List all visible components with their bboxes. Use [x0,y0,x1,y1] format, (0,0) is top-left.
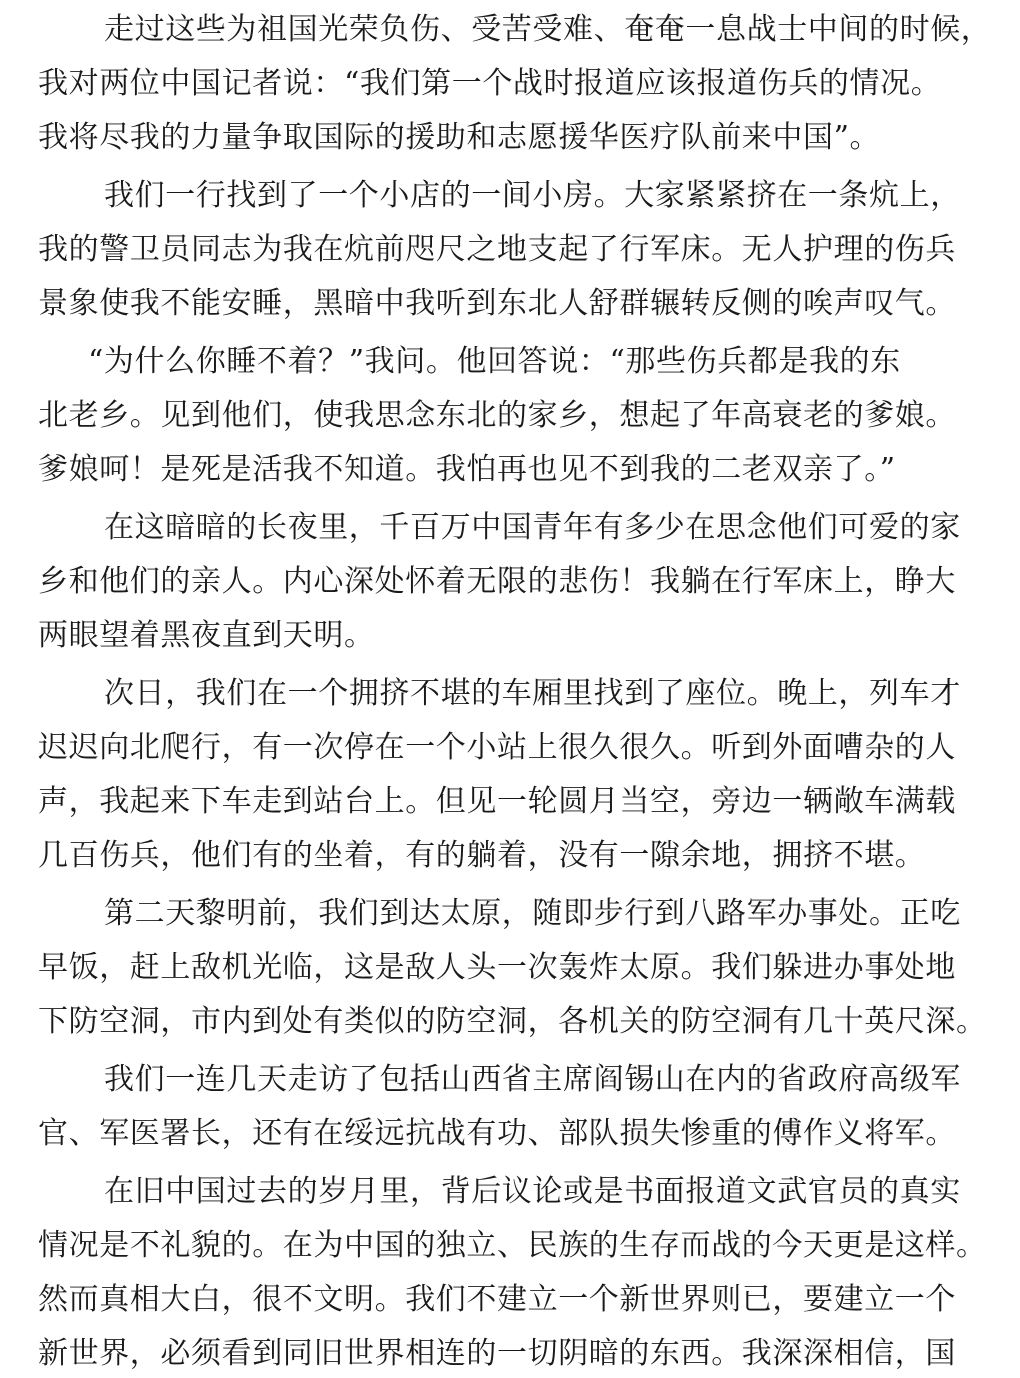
text-line: 我们一连几天走访了包括山西省主席阎锡山在内的省政府高级军 [104,1062,961,1097]
text-line: 我的警卫员同志为我在炕前咫尺之地支起了行军床。无人护理的伤兵 [38,232,956,267]
text-line: 迟迟向北爬行，有一次停在一个小站上很久很久。听到外面嘈杂的人 [38,730,956,765]
text-line: 下防空洞，市内到处有类似的防空洞，各机关的防空洞有几十英尺深。 [38,1004,987,1039]
text-line: 走过这些为祖国光荣负伤、受苦受难、奄奄一息战士中间的时候， [104,12,992,47]
text-line: 在这暗暗的长夜里，千百万中国青年有多少在思念他们可爱的家 [104,510,961,545]
text-line: 两眼望着黑夜直到天明。 [38,618,375,653]
text-line: 几百伤兵，他们有的坐着，有的躺着，没有一隙余地，拥挤不堪。 [38,838,926,873]
text-line: 在旧中国过去的岁月里，背后议论或是书面报道文武官员的真实 [104,1174,961,1209]
text-line: 情况是不礼貌的。在为中国的独立、民族的生存而战的今天更是这样。 [38,1228,987,1263]
text-line: 早饭，赶上敌机光临，这是敌人头一次轰炸太原。我们躲进办事处地 [38,950,956,985]
text-line: 北老乡。见到他们，使我思念东北的家乡，想起了年高衰老的爹娘。 [38,398,956,433]
text-line: 乡和他们的亲人。内心深处怀着无限的悲伤！我躺在行军床上，睁大 [38,564,956,599]
text-line: 次日，我们在一个拥挤不堪的车厢里找到了座位。晚上，列车才 [104,676,961,711]
text-line: 声，我起来下车走到站台上。但见一轮圆月当空，旁边一辆敞车满载 [38,784,956,819]
text-line: 第二天黎明前，我们到达太原，随即步行到八路军办事处。正吃 [104,896,961,931]
text-line: 新世界，必须看到同旧世界相连的一切阴暗的东西。我深深相信，国 [38,1336,956,1371]
text-line: 我们一行找到了一个小店的一间小房。大家紧紧挤在一条炕上， [104,178,961,213]
text-line: 爹娘呵！是死是活我不知道。我怕再也见不到我的二老双亲了。” [38,452,896,487]
text-line: 景象使我不能安睡，黑暗中我听到东北人舒群辗转反侧的唉声叹气。 [38,286,956,321]
text-line: 我将尽我的力量争取国际的援助和志愿援华医疗队前来中国”。 [38,120,881,155]
text-line: 我对两位中国记者说：“我们第一个战时报道应该报道伤兵的情况。 [38,66,942,101]
text-line: 官、军医署长，还有在绥远抗战有功、部队损失惨重的傅作义将军。 [38,1116,956,1151]
text-line: “为什么你睡不着？”我问。他回答说：“那些伤兵都是我的东 [88,344,901,379]
text-line: 然而真相大白，很不文明。我们不建立一个新世界则已，要建立一个 [38,1282,956,1317]
